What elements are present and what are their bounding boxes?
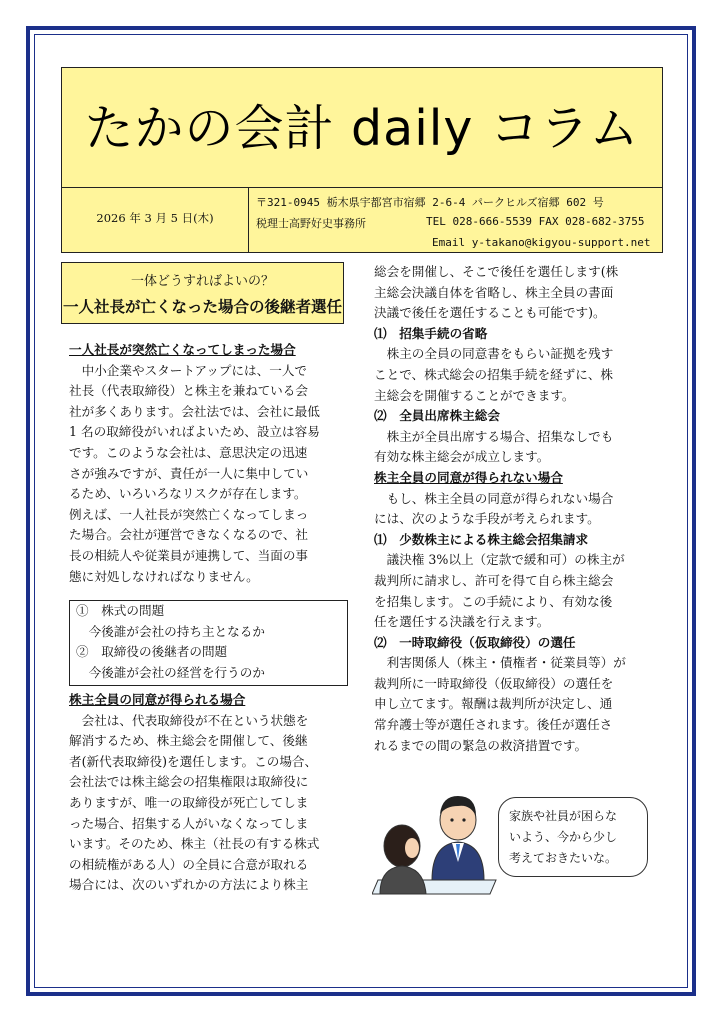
section-heading: 株主全員の同意が得られない場合 <box>374 469 563 485</box>
text-line: の相続権がある人）の全員に合意が取れる <box>69 856 309 872</box>
bubble-line: 考えておきたいな。 <box>509 851 618 865</box>
text-line: 裁判所に一時取締役（仮取締役）の選任を <box>374 675 614 691</box>
text-line: 有効な株主総会が成立します。 <box>374 449 550 465</box>
right-column <box>374 262 626 756</box>
item-title: ⑵ 全員出席株主総会 <box>374 408 500 424</box>
text-line: 会社は、代表取締役が不在という状態を <box>69 712 309 728</box>
text-line: 解消するため、株主総会を開催して、後継 <box>69 733 308 749</box>
list-item: 今後誰が会社の持ち主となるか <box>76 623 265 639</box>
text-line: もし、株主全員の同意が得られない場合 <box>374 490 614 506</box>
text-line: 総会を開催し、そこで後任を選任します(株 <box>374 264 619 279</box>
item-title: ⑴ 招集手続の省略 <box>374 325 488 341</box>
office-email: Email y-takano@kigyou-support.net <box>432 236 651 249</box>
text-line: には、次のような手段が考えられます。 <box>374 511 600 527</box>
office-name: 税理士高野好史事務所 <box>256 217 366 230</box>
header-divider <box>62 187 662 188</box>
text-line: 任を選任する決議を行えます。 <box>374 614 550 630</box>
text-line: 長の相続人や従業員が連携して、当面の事 <box>69 547 309 563</box>
text-line: ありますが、唯一の取締役が死亡してしま <box>69 794 309 810</box>
text-line: 会社法では株主総会の招集権限は取締役に <box>69 774 309 790</box>
text-line: 株主の全員の同意書をもらい証拠を残す <box>374 346 614 362</box>
issue-date: 2026 年 3 月 5 日(木) <box>96 211 214 225</box>
text-line: った場合、招集する人がいなくなってしま <box>69 815 309 831</box>
text-line: います。そのため、株主（社長の有する株式 <box>69 836 320 852</box>
text-line: 株主が全員出席する場合、招集なしでも <box>374 428 614 444</box>
header-box <box>61 67 663 253</box>
text-line: 主総会を開催することができます。 <box>374 387 575 403</box>
text-line: 社が多くあります。会社法では、会社に最低 <box>69 403 320 419</box>
text-line: 場合には、次のいずれかの方法により株主 <box>69 877 309 893</box>
left-column-bottom <box>69 690 319 896</box>
office-address: 〒321-0945 栃木県宇都宮市宿郷 2-6-4 パークヒルズ宿郷 602 号 <box>256 196 604 209</box>
item-title: ⑴ 少数株主による株主総会招集請求 <box>374 531 589 547</box>
text-line: 中小企業やスタートアップには、一人で <box>69 362 308 378</box>
page-title: たかの会計 daily コラム <box>84 100 640 157</box>
text-line: 社長（代表取締役）と株主を兼ねている会 <box>69 383 308 399</box>
office-tel-fax: TEL 028-666-5539 FAX 028-682-3755 <box>426 215 645 228</box>
bubble-line: いよう、今から少し <box>509 830 618 844</box>
text-line: 主総会決議自体を省略し、株主全員の書面 <box>374 284 614 300</box>
text-line: た場合。会社が運営できなくなるので、社 <box>69 527 309 543</box>
text-line: 議決権 3%以上（定款で緩和可）の株主が <box>374 552 625 568</box>
text-line: 1 名の取締役がいればよいため、設立は容易 <box>69 424 320 440</box>
header-vertical-divider <box>248 187 249 253</box>
text-line: 決議で後任を選任することも可能です)。 <box>374 305 606 321</box>
text-line: 利害関係人（株主・債権者・従業員等）が <box>374 655 626 671</box>
text-line: です。このような会社は、意思決定の迅速 <box>69 444 308 460</box>
topic-subtitle: 一体どうすればよいの？ <box>130 274 274 289</box>
topic-box <box>61 262 344 324</box>
issue-list-box <box>69 600 348 686</box>
item-title: ⑵ 一時取締役（仮取締役）の選任 <box>374 634 576 650</box>
list-item: ① 株式の問題 <box>76 603 165 618</box>
text-line: 者(新代表取締役)を選任します。この場合、 <box>69 753 318 769</box>
text-line: 態に対処しなければなりません。 <box>69 568 259 584</box>
section-heading: 一人社長が突然亡くなってしまった場合 <box>69 342 296 357</box>
text-line: を招集します。この手続により、有効な後 <box>374 593 613 609</box>
text-line: さが強みですが、責任が一人に集中してい <box>69 465 309 481</box>
topic-title: 一人社長が亡くなった場合の後継者選任 <box>62 298 342 316</box>
text-line: るため、いろいろなリスクが存在します。 <box>69 486 307 502</box>
bubble-line: 家族や社員が困らな <box>509 809 618 823</box>
section-heading: 株主全員の同意が得られる場合 <box>69 692 246 707</box>
text-line: ことで、株式総会の招集手続を経ずに、株 <box>374 366 614 382</box>
speech-bubble <box>498 797 648 877</box>
text-line: 裁判所に請求し、許可を得て自ら株主総会 <box>374 572 614 588</box>
list-item: 今後誰が会社の経営を行うのか <box>76 664 265 680</box>
consultation-illustration-icon <box>372 788 502 906</box>
text-line: れるまでの間の緊急の救済措置です。 <box>374 737 588 753</box>
left-column-top <box>69 340 320 587</box>
text-line: 常弁護士等が選任されます。後任が選任さ <box>374 717 613 733</box>
list-item: ② 取締役の後継者の問題 <box>76 644 228 660</box>
text-line: 例えば、一人社長が突然亡くなってしまっ <box>69 506 309 522</box>
text-line: 申し立てます。報酬は裁判所が決定し、通 <box>374 696 613 712</box>
